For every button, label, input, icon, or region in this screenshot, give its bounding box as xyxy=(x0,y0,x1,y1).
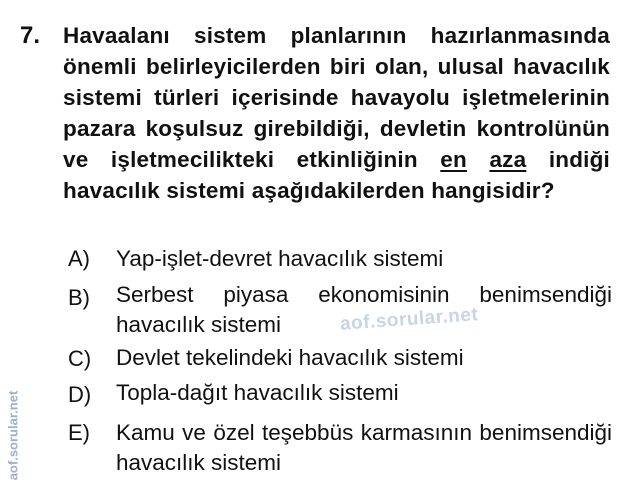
option-e-text: Kamu ve özel teşebbüs karmasının benimsendiği havacılık sistemi xyxy=(116,420,612,475)
watermark-center: aof.sorular.net xyxy=(339,304,479,335)
option-c-letter: C) xyxy=(68,346,92,371)
question-text xyxy=(63,20,610,206)
option-b-letter: B) xyxy=(68,285,90,310)
question-text-space xyxy=(467,147,489,172)
question-number: 7. xyxy=(20,22,41,49)
underlined-word-en: en xyxy=(440,147,467,172)
option-d-text: Topla-dağıt havacılık sistemi xyxy=(116,380,399,405)
option-b-text: Serbest piyasa ekonomisinin benimsendiği havacılık sistemi xyxy=(116,282,612,337)
question-text-part2: indiği havacılık sistemi aşağıdakilerden hangisidir? xyxy=(63,147,611,203)
watermark-side: aof.sorular.net xyxy=(5,390,21,481)
question-text-part1: Havaalanı sistem planlarının hazırlanmasında önemli belirleyicilerden biri olan, ulusal havacılık sistemi türleri içerisinde havayolu işletmelerinin pazara koşulsuz girebildiği, devletin kontrolünün ve işletmecilikteki etkinliğinin xyxy=(63,23,610,172)
underlined-word-aza: aza xyxy=(489,147,527,172)
option-a-letter: A) xyxy=(68,246,90,271)
option-d-letter: D) xyxy=(68,382,92,407)
option-a-text: Yap-işlet-devret havacılık sistemi xyxy=(116,246,444,271)
option-e-letter: E) xyxy=(68,420,90,445)
option-c-text: Devlet tekelindeki havacılık sistemi xyxy=(116,345,464,370)
